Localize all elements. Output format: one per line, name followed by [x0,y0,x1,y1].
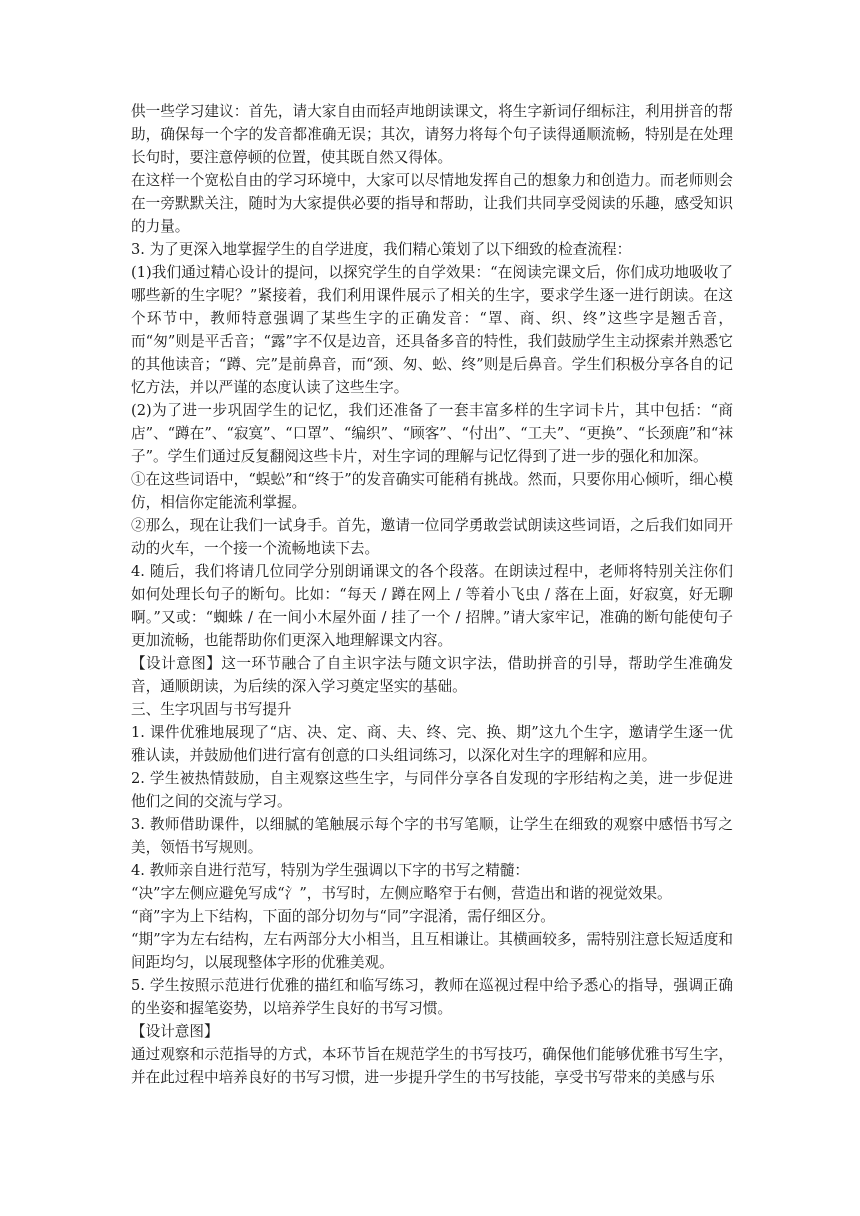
paragraph-note-2: ②那么，现在让我们一试身手。首先，邀请一位同学勇敢尝试朗读这些词语，之后我们如同开动的火车，一个接一个流畅地读下去。 [131,517,733,557]
paragraph-note-1: ①在这些词语中，“蜈蚣”和“终于”的发音确实可能稍有挑战。然而，只要你用心倾听，细心模仿，相信你定能流利掌握。 [131,471,733,511]
paragraph-check-step-2: (2)为了进一步巩固学生的记忆，我们还准备了一套丰富多样的生字词卡片，其中包括：“商店”、“蹲在”、“寂寞”、“口罩”、“编织”、“顾客”、“付出”、“工夫”、“更换”、“长颈鹿”和“袜子”。学生们通过反复翻阅这些卡片，对生字词的理解与记忆得到了进一步的强化和加深。 [131,402,733,465]
paragraph-learning-environment: 在这样一个宽松自由的学习环境中，大家可以尽情地发挥自己的想象力和创造力。而老师则会在一旁默默关注，随时为大家提供必要的指导和帮助，让我们共同享受阅读的乐趣，感受知识的力量。 [131,172,733,235]
paragraph-char-qi: “期”字为左右结构，左右两部分大小相当，且互相谦让。其横画较多，需特别注意长短适度和间距均匀，以展现整体字形的优雅美观。 [131,931,733,971]
paragraph-item-1: 1. 课件优雅地展现了“店、决、定、商、夫、终、完、换、期”这九个生字，邀请学生逐一优雅认读，并鼓励他们进行富有创意的口头组词练习，以深化对生字的理解和应用。 [131,724,733,764]
paragraph-design-intent-1: 【设计意图】这一环节融合了自主识字法与随文识字法，借助拼音的引导，帮助学生准确发音，通顺朗读，为后续的深入学习奠定坚实的基础。 [131,655,733,695]
paragraph-check-step-1: (1)我们通过精心设计的提问，以探究学生的自学效果：“在阅读完课文后，你们成功地吸收了哪些新的生字呢？”紧接着，我们利用课件展示了相关的生字，要求学生逐一进行朗读。在这个环节中，教师特意强调了某些生字的正确发音：“罩、商、织、终”这些字是翘舌音，而“匆”则是平舌音；“露”字不仅是边音，还具备多音的特性，我们鼓励学生主动探索并熟悉它的其他读音；“蹲、完”是前鼻音，而“颈、匆、蚣、终”则是后鼻音。学生们积极分享各自的记忆方法，并以严谨的态度认读了这些生字。 [131,264,733,396]
section-heading-3: 三、生字巩固与书写提升 [131,701,292,718]
paragraph-char-shang: “商”字为上下结构，下面的部分切勿与“同”字混淆，需仔细区分。 [131,908,555,925]
paragraph-char-jue: “决”字左侧应避免写成“氵”，书写时，左侧应略窄于右侧，营造出和谐的视觉效果。 [131,885,672,902]
paragraph-item-4: 4. 教师亲自进行范写，特别为学生强调以下字的书写之精髓： [131,862,530,879]
document-body [131,100,733,1089]
paragraph-item-2: 2. 学生被热情鼓励，自主观察这些生字，与同伴分享各自发现的字形结构之美，进一步促进他们之间的交流与学习。 [131,770,733,810]
paragraph-reading-aloud: 4. 随后，我们将请几位同学分别朗诵课文的各个段落。在朗读过程中，老师将特别关注你们如何处理长句子的断句。比如：“每天 / 蹲在网上 / 等着小飞虫 / 落在上面，好寂寞，好无聊啊。”又或：“蜘蛛 / 在一间小木屋外面 / 挂了一个 / 招牌。”请大家牢记，准确的断句能使句子更加流畅，也能帮助你们更深入地理解课文内容。 [131,563,733,649]
paragraph-design-intent-2: 通过观察和示范指导的方式，本环节旨在规范学生的书写技巧，确保他们能够优雅书写生字，并在此过程中培养良好的书写习惯，进一步提升学生的书写技能，享受书写带来的美感与乐 [131,1046,733,1086]
paragraph-design-intent-2-heading: 【设计意图】 [131,1023,219,1040]
paragraph-item-3: 3. 教师借助课件，以细腻的笔触展示每个字的书写笔顺，让学生在细致的观察中感悟书写之美，领悟书写规则。 [131,816,733,856]
paragraph-study-suggestions: 供一些学习建议：首先，请大家自由而轻声地朗读课文，将生字新词仔细标注，利用拼音的帮助，确保每一个字的发音都准确无误；其次，请努力将每个句子读得通顺流畅，特别是在处理长句时，要注意停顿的位置，使其既自然又得体。 [131,103,733,166]
paragraph-item-5: 5. 学生按照示范进行优雅的描红和临写练习，教师在巡视过程中给予悉心的指导，强调正确的坐姿和握笔姿势，以培养学生良好的书写习惯。 [131,977,733,1017]
paragraph-check-process: 3. 为了更深入地掌握学生的自学进度，我们精心策划了以下细致的检查流程： [131,241,632,258]
